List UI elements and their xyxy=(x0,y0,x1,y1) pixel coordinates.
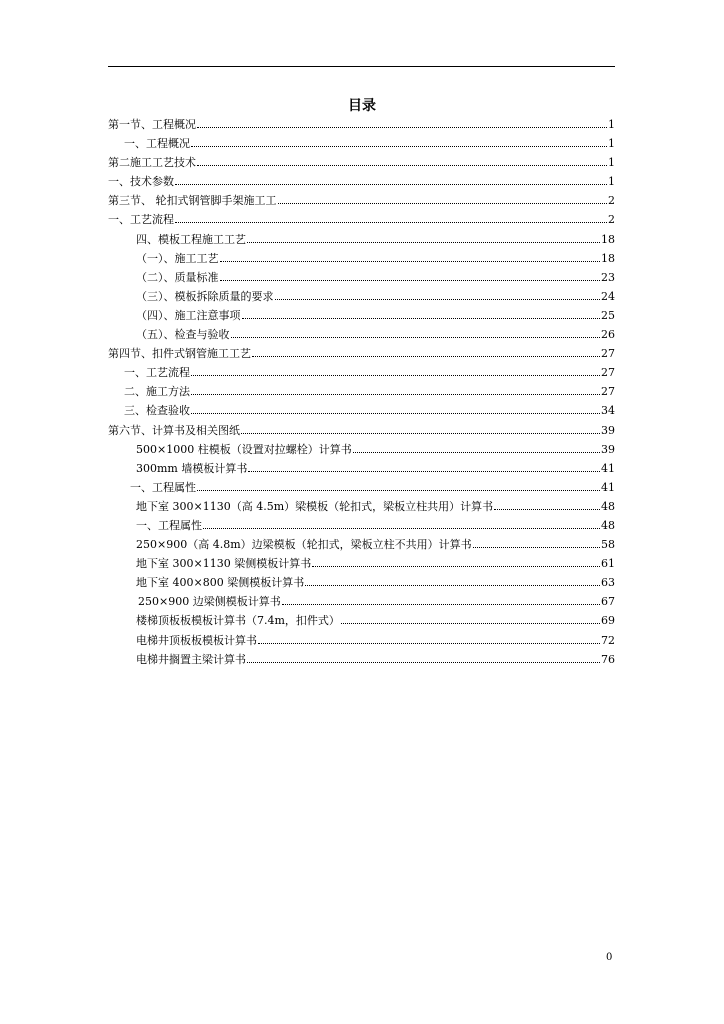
toc-entry-label: 一、工艺流程 xyxy=(108,213,174,227)
toc-entry-page-number: 61 xyxy=(601,557,615,571)
toc-entry-page-number: 25 xyxy=(601,308,615,322)
dot-leader xyxy=(275,287,601,300)
toc-entry-label: 一、工程概况 xyxy=(124,137,190,151)
toc-entry[interactable] xyxy=(108,573,615,592)
toc-entry[interactable] xyxy=(108,268,615,287)
toc-entry-page-number: 27 xyxy=(601,347,615,361)
dot-leader xyxy=(278,191,608,204)
dot-leader xyxy=(305,573,600,586)
toc-entry[interactable] xyxy=(108,631,615,650)
toc-entry[interactable] xyxy=(108,516,615,535)
toc-entry[interactable] xyxy=(108,421,615,440)
toc-entry-label: 三、检查验收 xyxy=(124,404,190,418)
toc-entry-label: 500×1000 柱模板（设置对拉螺栓）计算书 xyxy=(136,442,352,456)
dot-leader xyxy=(231,325,601,338)
toc-entry-label: 250×900（高 4.8m）边梁模板（轮扣式，梁板立柱不共用）计算书 xyxy=(136,538,472,552)
toc-title: 目录 xyxy=(348,98,376,114)
toc-entry-page-number: 48 xyxy=(601,499,615,513)
toc-entry[interactable] xyxy=(108,382,615,401)
toc-entry-label: 300mm 墙模板计算书 xyxy=(136,461,248,475)
toc-entry-page-number: 27 xyxy=(601,366,615,380)
toc-entry[interactable] xyxy=(108,287,615,306)
toc-entry-label: 电梯井搁置主梁计算书 xyxy=(136,652,246,666)
toc-entry-label: 第一节、工程概况 xyxy=(108,118,196,131)
toc-entry-page-number: 1 xyxy=(608,118,615,131)
dot-leader xyxy=(252,344,600,357)
dot-leader xyxy=(191,401,600,414)
toc-entry-label: （二）、质量标准 xyxy=(136,270,219,284)
dot-leader xyxy=(175,210,607,223)
toc-entry-page-number: 41 xyxy=(601,480,615,494)
dot-leader xyxy=(197,153,607,166)
toc-entry[interactable] xyxy=(108,325,615,344)
dot-leader xyxy=(197,478,600,491)
toc-entry-page-number: 39 xyxy=(601,423,615,437)
toc-entry-page-number: 27 xyxy=(601,385,615,399)
toc-entry[interactable] xyxy=(108,611,615,630)
toc-entry-label: 楼梯顶板板模板计算书（7.4m，扣件式） xyxy=(136,614,340,628)
toc-entry-page-number: 18 xyxy=(601,251,615,265)
toc-entry[interactable] xyxy=(108,134,615,153)
toc-entry-page-number: 2 xyxy=(608,213,615,227)
toc-entry-label: （四）、施工注意事项 xyxy=(136,308,241,322)
toc-entry-page-number: 41 xyxy=(601,461,615,475)
toc-entry-page-number: 67 xyxy=(601,595,615,609)
toc-entry[interactable] xyxy=(108,210,615,229)
toc-entry-label: 四、模板工程施工工艺 xyxy=(136,232,246,246)
dot-leader xyxy=(191,134,607,147)
dot-leader xyxy=(473,535,600,548)
toc-entry-page-number: 1 xyxy=(608,175,615,189)
toc-entry-label: 电梯井顶板板模板计算书 xyxy=(136,633,257,647)
toc-entry[interactable] xyxy=(108,115,615,134)
toc-entry-page-number: 48 xyxy=(601,518,615,532)
toc-entry-label: （三）、模板拆除质量的要求 xyxy=(136,289,274,303)
toc-entry-page-number: 1 xyxy=(608,137,615,151)
table-of-contents xyxy=(108,115,615,669)
dot-leader xyxy=(258,631,600,644)
dot-leader xyxy=(282,592,600,605)
toc-entry[interactable] xyxy=(108,650,615,669)
dot-leader xyxy=(191,382,600,395)
toc-entry[interactable] xyxy=(108,153,615,172)
toc-entry-label: 二、施工方法 xyxy=(124,385,190,399)
toc-entry-label: 地下室 300×1130 梁侧模板计算书 xyxy=(136,557,312,571)
toc-entry-page-number: 58 xyxy=(601,538,615,552)
toc-entry-page-number: 72 xyxy=(601,633,615,647)
toc-entry-label: （一）、施工工艺 xyxy=(136,251,219,265)
dot-leader xyxy=(191,363,600,376)
toc-entry-page-number: 34 xyxy=(601,404,615,418)
toc-entry[interactable] xyxy=(108,401,615,420)
toc-entry-page-number: 69 xyxy=(601,614,615,628)
toc-entry-label: 地下室 300×1130（高 4.5m）梁模板（轮扣式，梁板立柱共用）计算书 xyxy=(136,499,494,513)
dot-leader xyxy=(241,421,600,434)
dot-leader xyxy=(494,497,600,510)
toc-entry-page-number: 24 xyxy=(601,289,615,303)
dot-leader xyxy=(175,172,607,185)
toc-entry[interactable] xyxy=(108,440,615,459)
dot-leader xyxy=(220,268,601,281)
toc-entry-label: 一、技术参数 xyxy=(108,175,174,189)
dot-leader xyxy=(203,516,600,529)
toc-entry-page-number: 26 xyxy=(601,328,615,342)
toc-entry-label: 一、工程属性 xyxy=(130,480,196,494)
toc-entry-label: 地下室 400×800 梁侧模板计算书 xyxy=(136,576,305,590)
toc-entry-label: 第二施工工艺技术 xyxy=(108,156,196,170)
toc-entry[interactable] xyxy=(108,497,615,516)
dot-leader xyxy=(247,230,600,243)
toc-entry[interactable] xyxy=(108,230,615,249)
toc-entry-label: （五）、检查与验收 xyxy=(136,328,230,342)
toc-entry[interactable] xyxy=(108,459,615,478)
toc-entry-label: 第四节、扣件式钢管施工工艺 xyxy=(108,347,251,361)
dot-leader xyxy=(341,611,600,624)
dot-leader xyxy=(247,650,600,663)
toc-entry[interactable] xyxy=(108,592,615,611)
dot-leader xyxy=(312,554,600,567)
dot-leader xyxy=(242,306,601,319)
dot-leader xyxy=(197,115,607,128)
toc-entry-page-number: 1 xyxy=(608,156,615,170)
toc-entry-page-number: 23 xyxy=(601,270,615,284)
toc-entry-label: 一、工艺流程 xyxy=(124,366,190,380)
dot-leader xyxy=(353,440,600,453)
toc-entry[interactable] xyxy=(108,478,615,497)
toc-entry[interactable] xyxy=(108,172,615,191)
toc-entry-page-number: 39 xyxy=(601,442,615,456)
toc-entry-page-number: 63 xyxy=(601,576,615,590)
toc-entry-page-number: 76 xyxy=(601,652,615,666)
dot-leader xyxy=(220,249,601,262)
toc-entry[interactable] xyxy=(108,535,615,554)
dot-leader xyxy=(248,459,600,472)
toc-entry-page-number: 18 xyxy=(601,232,615,246)
toc-entry[interactable] xyxy=(108,306,615,325)
toc-entry-page-number: 2 xyxy=(608,194,615,208)
toc-entry[interactable] xyxy=(108,363,615,382)
toc-entry-label: 第三节、 轮扣式钢管脚手架施工工 xyxy=(108,194,277,208)
toc-entry[interactable] xyxy=(108,344,615,363)
toc-entry-label: 250×900 边梁侧模板计算书 xyxy=(138,595,281,609)
header-rule xyxy=(108,66,615,67)
toc-entry[interactable] xyxy=(108,554,615,573)
toc-entry-label: 一、工程属性 xyxy=(136,518,202,532)
page-number: 0 xyxy=(606,952,613,963)
toc-entry-label: 第六节、计算书及相关图纸 xyxy=(108,423,240,437)
toc-entry[interactable] xyxy=(108,191,615,210)
toc-entry[interactable] xyxy=(108,249,615,268)
